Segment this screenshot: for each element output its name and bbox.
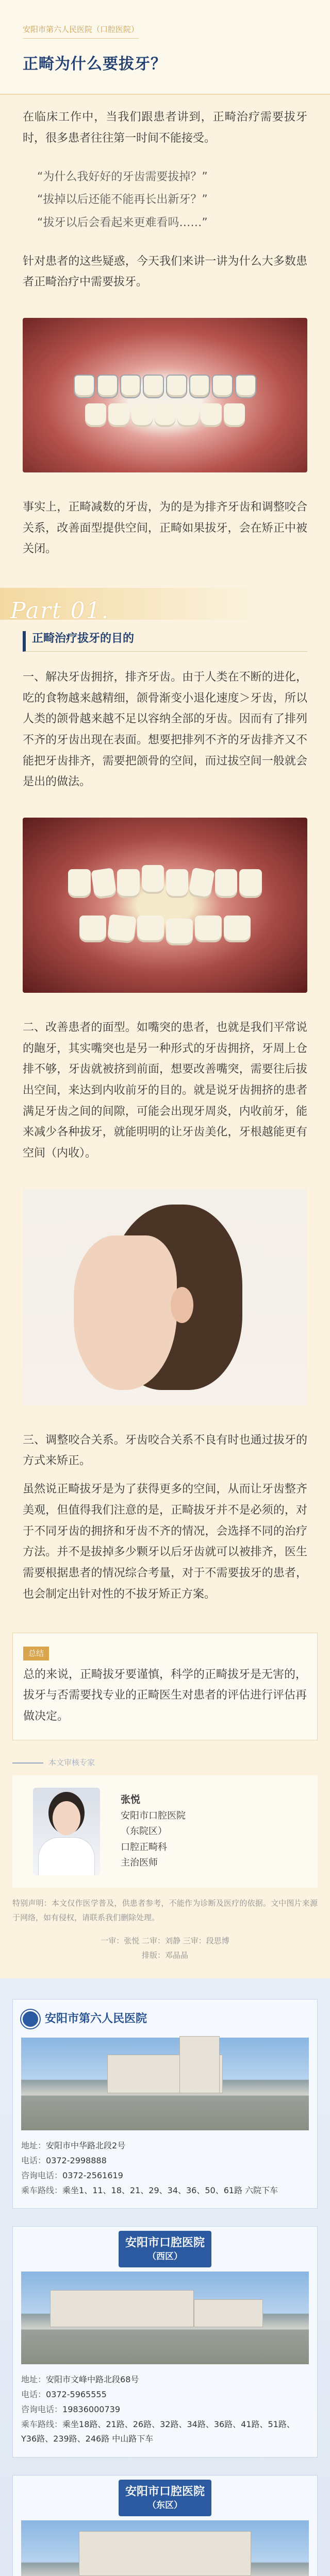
divider: [12, 1762, 43, 1764]
ear-shape: [171, 1287, 193, 1323]
lower-teeth: [85, 403, 244, 427]
credits: [12, 1934, 318, 1963]
hospital-card-east: [12, 2475, 318, 2576]
detail-key: 电话：: [21, 2389, 46, 2399]
avatar-coat: [38, 1837, 95, 1875]
detail-value: 安阳市文峰中路北段68号: [46, 2375, 139, 2385]
face-shape: [74, 1235, 177, 1390]
disclaimer: 特别声明：本文仅作医学普及，供患者参考，不能作为诊断及医疗的依据。文中图片来源于网络，如有侵权，请联系我们删除处理。: [12, 1898, 318, 1923]
after-quotes-paragraph: [0, 239, 330, 306]
phone-link[interactable]: 0372-5965555: [46, 2389, 107, 2399]
explain-paragraph: [0, 485, 330, 572]
hospital-details: [13, 2134, 317, 2198]
purpose-text: 一、解决牙齿拥挤，排齐牙齿。由于人类在不断的进化，吃的食物越来越精细，颌骨渐变小退化速度＞牙齿，所以人类的颌骨越来越不足以容纳全部的牙齿。因而有了排列不齐的牙齿出现在表面。想要把排列不齐的牙齿排齐又不能把牙齿排齐，需要把颌骨的空间，而过拔空间一般就会是出的做法。: [23, 670, 307, 789]
expert-line: （东院区）: [121, 1826, 167, 1837]
section-banner: [0, 588, 330, 624]
expert-line: 安阳市口腔医院: [121, 1810, 186, 1821]
quote-line: “为什么我好好的牙齿需要拔掉？”: [37, 170, 208, 183]
phone-link[interactable]: 0372-2998888: [46, 2156, 107, 2166]
explain-text: 事实上，正畸减数的牙齿，为的是为排齐牙齿和调整咬合关系，改善面型提供空间，正畸如果拔牙，会在矫正中被关闭。: [23, 501, 307, 556]
purpose-paragraph-2: [0, 1005, 330, 1177]
hospital-card-sixth: [12, 1999, 318, 2209]
hospital-name: 安阳市第六人民医院: [45, 2012, 147, 2025]
crowded-upper-teeth: [68, 869, 261, 898]
detail-value: 乘坐18路、21路、26路、32路、34路、36路、41路、51路、Y36路、239路、246路 中山路下车: [21, 2419, 295, 2444]
detail-key: 咨询电话：: [21, 2404, 63, 2414]
intro-text: 在临床工作中，当我们跟患者讲到，正畸治疗需要拔牙时，很多患者往往第一时间不能接受。: [23, 111, 307, 145]
summary-card: [12, 1633, 318, 1740]
detail-key: 乘车路线：: [21, 2185, 63, 2195]
detail-key: 地址：: [21, 2375, 46, 2385]
after-quotes-text: 针对患者的这些疑惑，今天我们来讲一讲为什么大多数患者正畸治疗中需要拔牙。: [23, 255, 307, 289]
detail-key: 乘车路线：: [21, 2419, 63, 2429]
detail-key: 咨询电话：: [21, 2170, 63, 2180]
avatar-head: [53, 1801, 80, 1835]
hospital-title-badge: [119, 2480, 211, 2516]
hospital-header: [13, 1999, 317, 2034]
quote-line: “拔牙以后会看起来更难看吗……”: [37, 216, 208, 229]
hospital-branch: （东区）: [147, 2500, 183, 2511]
hospital-name: 安阳市口腔医院: [125, 2236, 205, 2250]
hospital-building-photo: [21, 2038, 309, 2130]
hospital-title-badge: [119, 2231, 211, 2267]
detail-key: 电话：: [21, 2156, 46, 2166]
upper-teeth-with-braces: [74, 375, 256, 398]
detail-value: 安阳市中华路北段2号: [46, 2141, 126, 2151]
expert-section-label: 本文审核专家: [48, 1757, 95, 1767]
expert-card: [12, 1775, 318, 1888]
purpose-paragraph-3: [0, 1418, 330, 1618]
purpose-text: 三、调整咬合关系。牙齿咬合关系不良有时也通过拔牙的方式来矫正。: [23, 1433, 307, 1468]
patient-quotes: [0, 162, 330, 239]
detail-value: 乘坐1、11、18、21、29、34、36、50、61路 六院下车: [62, 2185, 278, 2195]
section-heading: 正畸治疗拔牙的目的: [23, 631, 307, 652]
phone-link[interactable]: 19836000739: [62, 2404, 120, 2414]
credit-line: 排版：邓晶晶: [141, 1951, 188, 1960]
summary-text: 总的来说，正畸拔牙要谨慎，科学的正畸拔牙是无害的，拔牙与否需要找专业的正畸医生对患者的评估进行评估再做决定。: [23, 1668, 307, 1723]
hospital-branch: （西区）: [147, 2251, 183, 2262]
phone-link[interactable]: 0372-2561619: [62, 2170, 123, 2180]
hospital-building-photo: [21, 2520, 309, 2576]
hospital-name: 安阳市口腔医院: [125, 2485, 205, 2499]
purpose-text: 二、改善患者的面型。如嘴突的患者，也就是我们平常说的龅牙，其实嘴突也是另一种形式的牙齿拥挤，牙周上仓排不够，牙齿就被挤到前面，想要改善嘴突，需要往后拔出空间，来达到内收前牙的目的。就是说牙齿拥挤的患者满足牙齿之间的间隙，可能会出现牙周炎，内收前牙，能来减少各种拔牙，就能明明的让牙齿美化，牙根越能更有空间（内收）。: [23, 1021, 307, 1160]
hospital-building-photo: [21, 2272, 309, 2364]
hospital-details: [13, 2368, 317, 2447]
hospital-tag: 安阳市第六人民医院（口腔医院）: [23, 23, 139, 39]
article-title: 正畸为什么要拔牙？: [23, 55, 167, 73]
braces-photo: [23, 318, 307, 472]
expert-header: [12, 1756, 318, 1770]
detail-key: 地址：: [21, 2141, 46, 2151]
expert-info: [121, 1791, 186, 1871]
expert-name: 张悦: [121, 1794, 141, 1806]
credit-line: 一审：张悦 二审：刘静 三审：段思博: [101, 1936, 229, 1945]
hospital-logo-icon: [21, 2010, 40, 2028]
intro-paragraph: [0, 95, 330, 161]
hospital-info-section: [0, 1978, 330, 2576]
purpose-text: 虽然说正畸拔牙是为了获得更多的空间，从而让牙齿整齐美观，但值得我们注意的是，正畸拔牙并不是必须的，对于不同牙齿的拥挤和牙齿不齐的情况，会选择不同的治疗方法。并不是拔掉多少颗牙以后牙齿就可以被排齐，医生需要根据患者的情况综合考量，对于不需要拔牙的患者，也会制定出针对性的不拔牙矫正方案。: [23, 1483, 307, 1601]
quote-line: “拔掉以后还能不能再长出新牙？”: [37, 193, 208, 207]
side-profile-photo: [23, 1189, 307, 1405]
summary-label: 总结: [23, 1647, 49, 1660]
expert-line: 主治医师: [121, 1857, 158, 1869]
section-part-label: Part 01.: [10, 598, 110, 624]
hospital-card-west: [12, 2226, 318, 2458]
article-hero: [0, 0, 330, 95]
crowded-lower-teeth: [79, 916, 250, 942]
avatar: [33, 1788, 100, 1875]
crowded-teeth-photo: [23, 818, 307, 993]
purpose-paragraph-1: [0, 655, 330, 805]
expert-line: 口腔正畸科: [121, 1841, 167, 1853]
